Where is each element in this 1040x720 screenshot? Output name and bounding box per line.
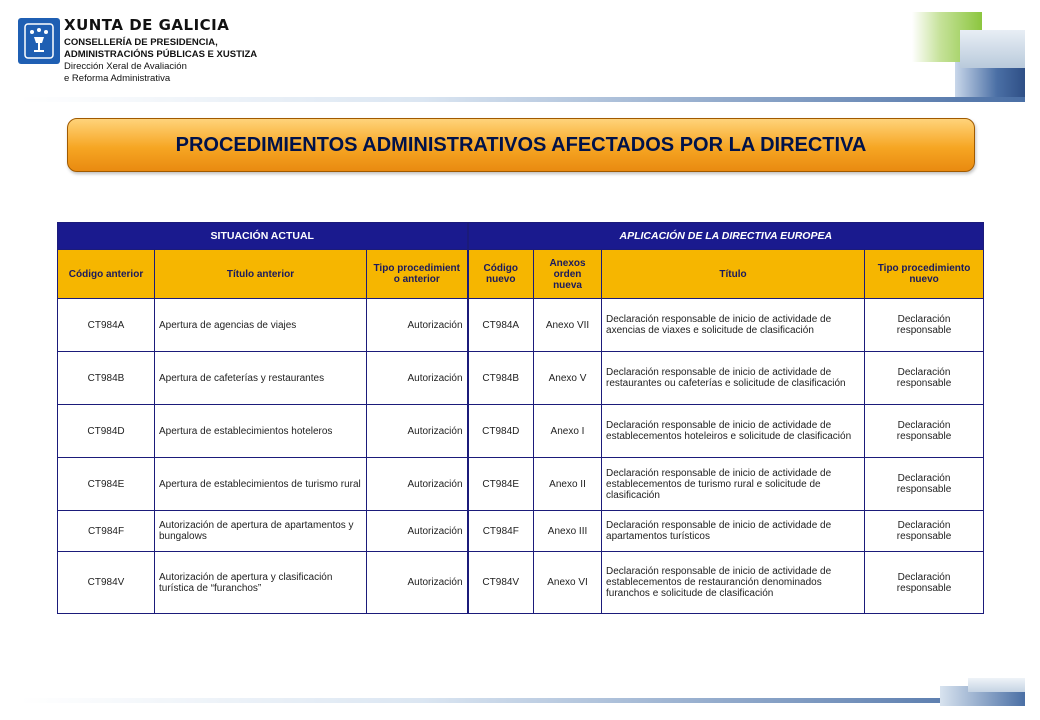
cell-codigo-nuevo: CT984F — [468, 511, 534, 552]
col-header-tipo-anterior: Tipo procedimient o anterior — [367, 250, 468, 299]
cell-titulo-anterior: Apertura de establecimientos hoteleros — [155, 405, 367, 458]
col-header-codigo-anterior: Código anterior — [58, 250, 155, 299]
cell-titulo: Declaración responsable de inicio de actividade de axencias de viaxes e solicitude de clasificación — [602, 299, 865, 352]
table-row — [58, 405, 984, 458]
column-header-row — [58, 250, 984, 299]
table-row — [58, 352, 984, 405]
org-line-3: Dirección Xeral de Avaliación — [64, 61, 187, 72]
cell-anexo: Anexo III — [534, 511, 602, 552]
org-line-1: CONSELLERÍA DE PRESIDENCIA, — [64, 37, 218, 48]
organization-header — [64, 16, 257, 85]
cell-codigo-nuevo: CT984E — [468, 458, 534, 511]
cell-codigo-nuevo: CT984A — [468, 299, 534, 352]
cell-titulo-anterior: Autorización de apertura y clasificación turística de “furanchos” — [155, 552, 367, 614]
section-directive: APLICACIÓN DE LA DIRECTIVA EUROPEA — [468, 223, 984, 250]
cell-titulo: Declaración responsable de inicio de actividade de apartamentos turísticos — [602, 511, 865, 552]
cell-tipo-anterior: Autorización — [367, 299, 468, 352]
cell-anexo: Anexo VI — [534, 552, 602, 614]
table-row — [58, 299, 984, 352]
cell-titulo-anterior: Apertura de agencias de viajes — [155, 299, 367, 352]
table-row — [58, 552, 984, 614]
section-current: SITUACIÓN ACTUAL — [58, 223, 468, 250]
cell-codigo-anterior: CT984A — [58, 299, 155, 352]
cell-tipo-nuevo: Declaración responsable — [865, 552, 984, 614]
table-row — [58, 458, 984, 511]
cell-tipo-anterior: Autorización — [367, 352, 468, 405]
cell-tipo-anterior: Autorización — [367, 405, 468, 458]
col-header-titulo: Título — [602, 250, 865, 299]
org-line-4: e Reforma Administrativa — [64, 73, 171, 84]
cell-tipo-nuevo: Declaración responsable — [865, 352, 984, 405]
title-banner — [67, 118, 975, 172]
cell-codigo-anterior: CT984B — [58, 352, 155, 405]
cell-tipo-nuevo: Declaración responsable — [865, 405, 984, 458]
cell-codigo-nuevo: CT984D — [468, 405, 534, 458]
procedures-table — [57, 222, 984, 614]
org-title: XUNTA DE GALICIA — [64, 16, 230, 34]
cell-anexo: Anexo I — [534, 405, 602, 458]
table-row — [58, 511, 984, 552]
xunta-logo — [18, 18, 60, 64]
cell-titulo-anterior: Apertura de cafeterías y restaurantes — [155, 352, 367, 405]
cell-tipo-anterior: Autorización — [367, 458, 468, 511]
cell-tipo-anterior: Autorización — [367, 552, 468, 614]
section-header-row — [58, 223, 984, 250]
col-header-anexos: Anexos orden nueva — [534, 250, 602, 299]
banner-title: PROCEDIMIENTOS ADMINISTRATIVOS AFECTADOS POR LA DIRECTIVA — [175, 133, 867, 156]
cell-anexo: Anexo VII — [534, 299, 602, 352]
deco-square-footer-light — [968, 678, 1025, 692]
cell-tipo-nuevo: Declaración responsable — [865, 511, 984, 552]
col-header-titulo-anterior: Título anterior — [155, 250, 367, 299]
cell-titulo-anterior: Autorización de apertura de apartamentos y bungalows — [155, 511, 367, 552]
cell-codigo-anterior: CT984E — [58, 458, 155, 511]
cell-titulo-anterior: Apertura de establecimientos de turismo rural — [155, 458, 367, 511]
cell-tipo-nuevo: Declaración responsable — [865, 299, 984, 352]
org-line-2: ADMINISTRACIÓNS PÚBLICAS E XUSTIZA — [64, 49, 258, 60]
cell-titulo: Declaración responsable de inicio de actividade de establecementos de turismo rural e solicitude de clasificación — [602, 458, 865, 511]
cell-codigo-nuevo: CT984V — [468, 552, 534, 614]
cell-titulo: Declaración responsable de inicio de actividade de establecementos hoteleiros e solicitude de clasificación — [602, 405, 865, 458]
footer-rule — [20, 698, 1025, 703]
header-rule — [20, 97, 1025, 102]
col-header-tipo-nuevo: Tipo procedimiento nuevo — [865, 250, 984, 299]
cell-anexo: Anexo II — [534, 458, 602, 511]
cell-codigo-anterior: CT984F — [58, 511, 155, 552]
cell-codigo-nuevo: CT984B — [468, 352, 534, 405]
cell-codigo-anterior: CT984V — [58, 552, 155, 614]
cell-titulo: Declaración responsable de inicio de actividade de establecementos de restauranción denominados furanchos e solicitude de clasificación — [602, 552, 865, 614]
cell-tipo-anterior: Autorización — [367, 511, 468, 552]
cell-codigo-anterior: CT984D — [58, 405, 155, 458]
cell-anexo: Anexo V — [534, 352, 602, 405]
col-header-codigo-nuevo: Código nuevo — [468, 250, 534, 299]
cell-tipo-nuevo: Declaración responsable — [865, 458, 984, 511]
deco-square-light — [960, 30, 1025, 68]
cell-titulo: Declaración responsable de inicio de actividade de restaurantes ou cafeterías e solicitude de clasificación — [602, 352, 865, 405]
